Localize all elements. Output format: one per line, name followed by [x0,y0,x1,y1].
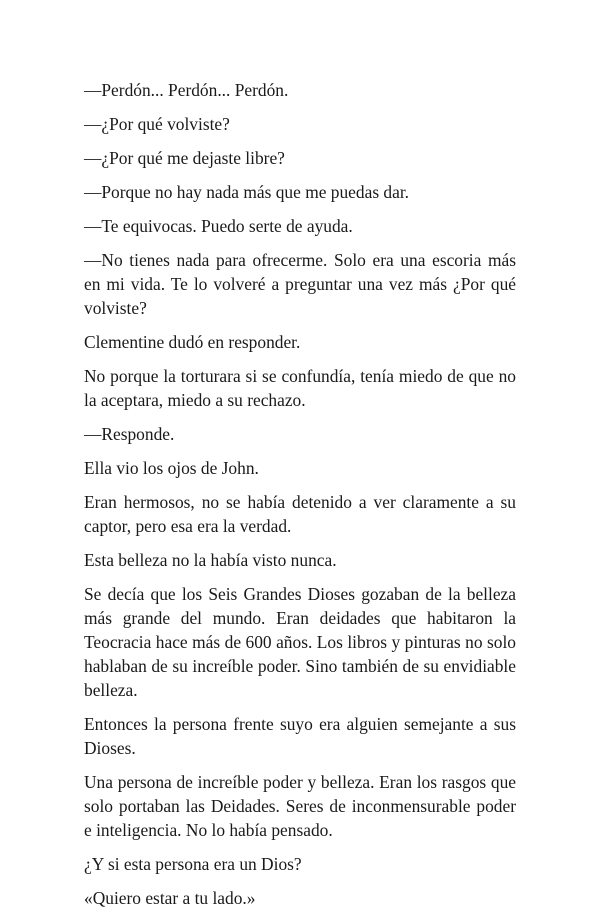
paragraph-17: «Quiero estar a tu lado.» [84,888,256,908]
book-page [84,78,516,920]
paragraph-7: Clementine dudó en responder. [84,332,301,352]
paragraph-16: ¿Y si esta persona era un Dios? [84,854,302,874]
paragraph-13: Se decía que los Seis Grandes Dioses gozaban de la belleza más grande del mundo. Eran deidades que habitaron la Teocracia hace más de 600 años. Los libros y pinturas no solo hablaban de su increíble poder. Sino también de su envidiable belleza. [84,584,516,700]
paragraph-14: Entonces la persona frente suyo era alguien semejante a sus Dioses. [84,714,516,758]
paragraph-15: Una persona de increíble poder y belleza. Eran los rasgos que solo portaban las Deidades. Seres de inconmensurable poder e inteligencia. No lo había pensado. [84,772,516,840]
paragraph-8: No porque la torturara si se confundía, tenía miedo de que no la aceptara, miedo a su rechazo. [84,366,516,410]
paragraph-9: —Responde. [84,424,175,444]
paragraph-6: —No tienes nada para ofrecerme. Solo era una escoria más en mi vida. Te lo volveré a preguntar una vez más ¿Por qué volviste? [84,250,516,318]
paragraph-5: —Te equivocas. Puedo serte de ayuda. [84,216,353,236]
paragraph-12: Esta belleza no la había visto nunca. [84,550,337,570]
paragraph-3: —¿Por qué me dejaste libre? [84,148,285,168]
paragraph-2: —¿Por qué volviste? [84,114,230,134]
paragraph-4: —Porque no hay nada más que me puedas dar. [84,182,410,202]
paragraph-11: Eran hermosos, no se había detenido a ver claramente a su captor, pero esa era la verdad. [84,492,516,536]
paragraph-10: Ella vio los ojos de John. [84,458,259,478]
paragraph-1: —Perdón... Perdón... Perdón. [84,80,289,100]
